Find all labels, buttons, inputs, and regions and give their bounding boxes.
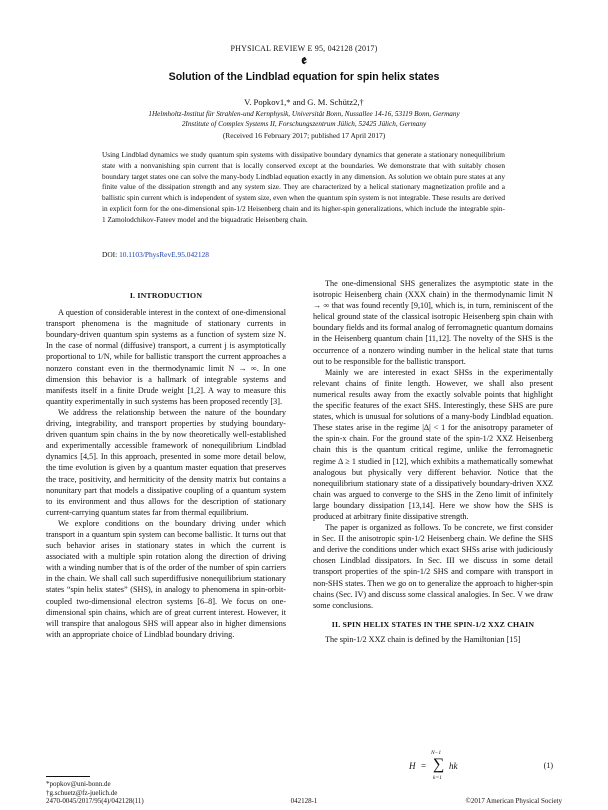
footnote-email-2: †g.schuetz@fz-juelich.de: [46, 789, 118, 797]
left-column: [46, 290, 286, 640]
sum-symbol: ∑: [433, 756, 445, 773]
author-list: V. Popkov1,* and G. M. Schütz2,†: [244, 97, 364, 107]
received-date: (Received 16 February 2017; published 17 April 2017): [222, 131, 386, 140]
intro-paragraph-3: We explore conditions on the boundary driving under which transport in a quantum spin system can become ballistic. It turns out that such behavior arises in stationary states in which the current is associated with a multiple spin rotation along the direction of driving with a winding number that is of the order of the number of spin carriers in the chain. We shall call such superdiffusive nonequilibrium stationary states “spin helix states” (SHS), in analogy to phenomena in spin-orbit-coupled two-dimensional electron systems [6–8]. We focus on one-dimensional spin chains, which are of great current interest. However, it will transpire that analogous SHS will appear also in higher dimensions with an appropriate choice of Lindblad boundary driving.: [46, 518, 286, 639]
equation-number: (1): [543, 761, 553, 770]
equation-equals: =: [421, 761, 427, 771]
sum-upper-limit: N−1: [431, 750, 442, 756]
equation-lhs: H: [409, 761, 416, 771]
intro-paragraph-1: A question of considerable interest in the context of one-dimensional transport phenomena is the magnitude of stationary currents in boundary-driven quantum spin systems as a function of system size N. In the case of normal (diffusive) transport, a current j is asymptotically proportional to 1/N, while for ballistic transport the current approaches a nonzero constant even in the thermodynamic limit N → ∞. In one dimension this behavior is a hallmark of integrable systems and manifests itself in a finite Drude weight [1,2]. A way to measure this quantity experimentally in such systems has been proposed recently [3].: [46, 308, 286, 406]
footnote-email-1: *popkov@uni-bonn.de: [46, 780, 111, 788]
right-paragraph-1: The one-dimensional SHS generalizes the asymptotic state in the isotropic Heisenberg chain (XXX chain) in the thermodynamic limit N → ∞ that was found recently [9,10], which is, in turn, reminiscent of the helical ground state of the classical isotropic Heisenberg spin chain with boundary fields and its formal analog of ferromagnetic quantum domains in the Heisenberg quantum chain [11,12]. The novelty of the SHS is the occurrence of a nonzero winding number in the helical state that turns out to be responsible for the ballistic transport.: [313, 279, 553, 366]
section-2-intro: The spin-1/2 XXZ chain is defined by the Hamiltonian [15]: [325, 634, 521, 644]
journal-logo-icon: 𝖊: [301, 52, 307, 67]
section-heading-spin-helix: II. SPIN HELIX STATES IN THE SPIN-1/2 XXZ CHAIN: [331, 619, 535, 629]
right-paragraph-3: The paper is organized as follows. To be concrete, we first consider in Sec. II the anisotropic spin-1/2 Heisenberg chain. We define the SHS and derive the conditions under which exact SHSs arise with judiciously chosen Lindblad dissipators. In Sec. III we discuss in some detail transport properties of the spin-1/2 SHS and compare with transport in non-SHS states. Then we go on to generalize the approach to higher-spin chains (Sec. IV) and discuss some classical analogies. In Sec. V we draw some conclusions.: [313, 523, 553, 610]
equation-term: hk: [449, 761, 458, 771]
affiliation-2: 2Institute of Complex Systems II, Forschungszentrum Jülich, 52425 Jülich, Germany: [181, 120, 427, 128]
right-column: [313, 278, 553, 645]
footer-issn: 2470-0045/2017/95(4)/042128(11): [46, 797, 144, 805]
abstract: Using Lindblad dynamics we study quantum spin systems with dissipative boundary dynamics that generate a stationary nonequilibrium state with a nonvanishing spin current that is locally conserved except at the boundaries. We demonstrate that with suitably chosen boundary target states one can solve the many-body Lindblad equation exactly in any dimension. As solution we obtain pure states at any finite value of the dissipation strength and any system size. They are characterized by a helical stationary magnetization profile and a ballistic spin current which is independent of system size, even when the quantum spin system is not integrable. These results are derived in explicit form for the one-dimensional spin-1/2 Heisenberg chain and its higher-spin generalizations, which include the integrable spin-1 Zamolodchikov-Fateev model and the biquadratic Heisenberg chain.: [102, 150, 505, 224]
right-paragraph-2: Mainly we are interested in exact SHSs in the experimentally relevant chains of finite length. However, we shall also present numerical results away from the exactly solvable points that highlight the specific features of the exact SHS. Interestingly, these SHS are pure states, which is unusual for solutions of a many-body Lindblad equation. These states arise in the regime |Δ| < 1 for the anisotropy parameter of the spin-x chain. For the ground state of the spin-1/2 XXZ Heisenberg chain this is the quantum critical regime, unlike the ferromagnetic regime Δ ≥ 1 studied in [12], which exhibits a mathematically somewhat analogous but physically very different behavior. Notice that the nonequilibrium stationary state of a dissipatively boundary-driven XXZ chain was argued to converge to the SHS in the Zeno limit of infinitely large boundary dissipation [13,14]. Here we show how the SHS is produced at arbitrary finite dissipative strength.: [313, 367, 553, 521]
doi-line: [102, 250, 209, 259]
doi-link[interactable]: 10.1103/PhysRevE.95.042128: [119, 250, 209, 259]
section-heading-introduction: I. INTRODUCTION: [129, 291, 203, 300]
sum-lower-limit: k=1: [433, 775, 442, 781]
footnote-divider: [46, 776, 90, 777]
intro-paragraph-2: We address the relationship between the nature of the boundary driving, integrability, and transport properties by studying boundary-driven quantum spin chains in the by now theoretically well-established and experimentally accessible framework of nonequilibrium Lindblad dynamics [4,5]. In this approach, presented in some more detail below, the time evolution is given by a quantum master equation that preserves the trace, positivity, and hermiticity of the density matrix but contains a nonunitary part that models a dissipative coupling of a quantum system to its environment and thus allows for the description of stationary current-carrying quantum states far from thermal equilibrium.: [46, 407, 286, 517]
doi-label: DOI:: [102, 250, 118, 259]
paper-title: Solution of the Lindblad equation for spin helix states: [168, 71, 440, 83]
equation-1: [313, 750, 553, 786]
footer-copyright: ©2017 American Physical Society: [465, 797, 562, 805]
footer-page-number: 042128-1: [290, 797, 318, 805]
affiliation-1: 1Helmholtz-Institut für Strahlen-und Kernphysik, Universität Bonn, Nussallee 14-16, 53119 Bonn, Germany: [148, 110, 460, 118]
journal-header: PHYSICAL REVIEW E 95, 042128 (2017): [230, 44, 378, 53]
